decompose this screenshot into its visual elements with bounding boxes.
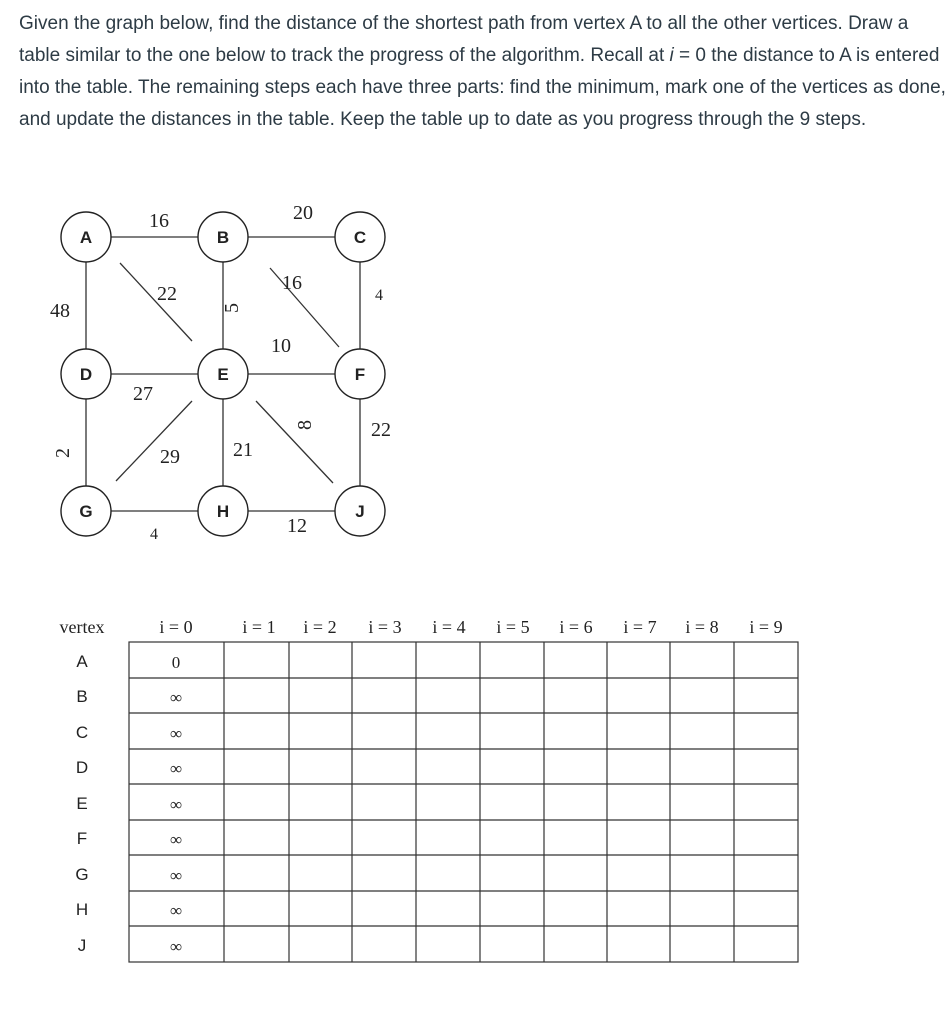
table-grid	[129, 642, 798, 962]
weight-e-f: 10	[271, 335, 291, 357]
table-header-step-9: i = 9	[749, 617, 783, 637]
weight-e-g: 29	[160, 446, 180, 468]
question-italic-i: i	[669, 45, 674, 66]
row-initial-c: ∞	[169, 724, 183, 743]
node-f	[335, 349, 385, 399]
table-header-step-2: i = 2	[303, 617, 337, 637]
row-vertex-f: F	[76, 829, 88, 848]
weight-a-b: 16	[149, 210, 169, 232]
weight-b-c: 20	[293, 202, 313, 224]
row-initial-j: ∞	[169, 937, 183, 956]
row-initial-f: ∞	[169, 830, 183, 849]
table-header-step-3: i = 3	[368, 617, 402, 637]
table-header-step-8: i = 8	[685, 617, 719, 637]
node-label-h: H	[216, 502, 230, 521]
table-header-step-6: i = 6	[559, 617, 593, 637]
row-vertex-d: D	[75, 758, 89, 777]
weight-e-j: 8	[294, 420, 316, 430]
row-initial-b: ∞	[169, 688, 183, 707]
weight-a-e: 22	[157, 283, 177, 305]
weight-e-h: 21	[233, 439, 253, 461]
question-part-2: = 0 the distance to A is entered into the table. The remaining steps each have three parts: find the minimum, mark one of the vertices as done, and update the distances in the table. Keep the table up to date as you progress through the 9 steps.	[19, 45, 946, 130]
question-part-1: Given the graph below, find the distance of the shortest path from vertex A to all the other vertices. Draw a table similar to the one below to track the progress of the algorithm. Recall at	[19, 13, 909, 66]
table-row	[78, 936, 182, 956]
edge-e-g	[116, 401, 192, 481]
row-vertex-b: B	[76, 687, 88, 706]
edge-a-e	[120, 263, 192, 341]
node-b	[198, 212, 248, 262]
weight-f-j: 22	[371, 419, 391, 441]
node-e	[198, 349, 248, 399]
weight-a-d: 48	[50, 300, 70, 322]
node-d	[61, 349, 111, 399]
weight-b-e: 5	[221, 303, 243, 313]
table-header-step-7: i = 7	[623, 617, 657, 637]
edge-e-j	[256, 401, 333, 483]
row-initial-d: ∞	[169, 759, 183, 778]
table-header-vertex: vertex	[59, 617, 105, 637]
node-h	[198, 486, 248, 536]
node-label-g: G	[79, 502, 93, 521]
row-vertex-a: A	[76, 652, 88, 671]
table-header-step-4: i = 4	[432, 617, 466, 637]
node-label-f: F	[354, 365, 366, 384]
node-label-j: J	[355, 502, 365, 521]
node-j	[335, 486, 385, 536]
row-vertex-e: E	[76, 794, 88, 813]
weight-h-j: 12	[287, 515, 307, 537]
table-row	[76, 652, 180, 672]
weight-g-h: 4	[150, 526, 158, 543]
node-label-c: C	[353, 228, 367, 247]
row-initial-e: ∞	[169, 795, 183, 814]
weight-b-f: 16	[282, 272, 302, 294]
node-label-b: B	[216, 228, 230, 247]
node-a	[61, 212, 111, 262]
table-header-step-0: i = 0	[159, 617, 193, 637]
table-header-step-1: i = 1	[242, 617, 276, 637]
row-vertex-c: C	[75, 723, 89, 742]
row-initial-g: ∞	[169, 866, 183, 885]
weight-d-e: 27	[133, 383, 153, 405]
node-label-d: D	[79, 365, 93, 384]
weight-c-f: 4	[375, 287, 383, 304]
row-vertex-g: G	[75, 865, 89, 884]
weight-d-g: 2	[52, 448, 74, 458]
node-g	[61, 486, 111, 536]
node-label-e: E	[217, 365, 229, 384]
row-initial-a: 0	[171, 653, 181, 672]
node-c	[335, 212, 385, 262]
graph-nodes	[61, 212, 385, 536]
row-vertex-h: H	[75, 900, 89, 919]
row-initial-h: ∞	[169, 901, 183, 920]
row-vertex-j: J	[77, 936, 87, 955]
node-label-a: A	[79, 228, 93, 247]
progress-table	[60, 617, 798, 962]
table-header-step-5: i = 5	[496, 617, 530, 637]
